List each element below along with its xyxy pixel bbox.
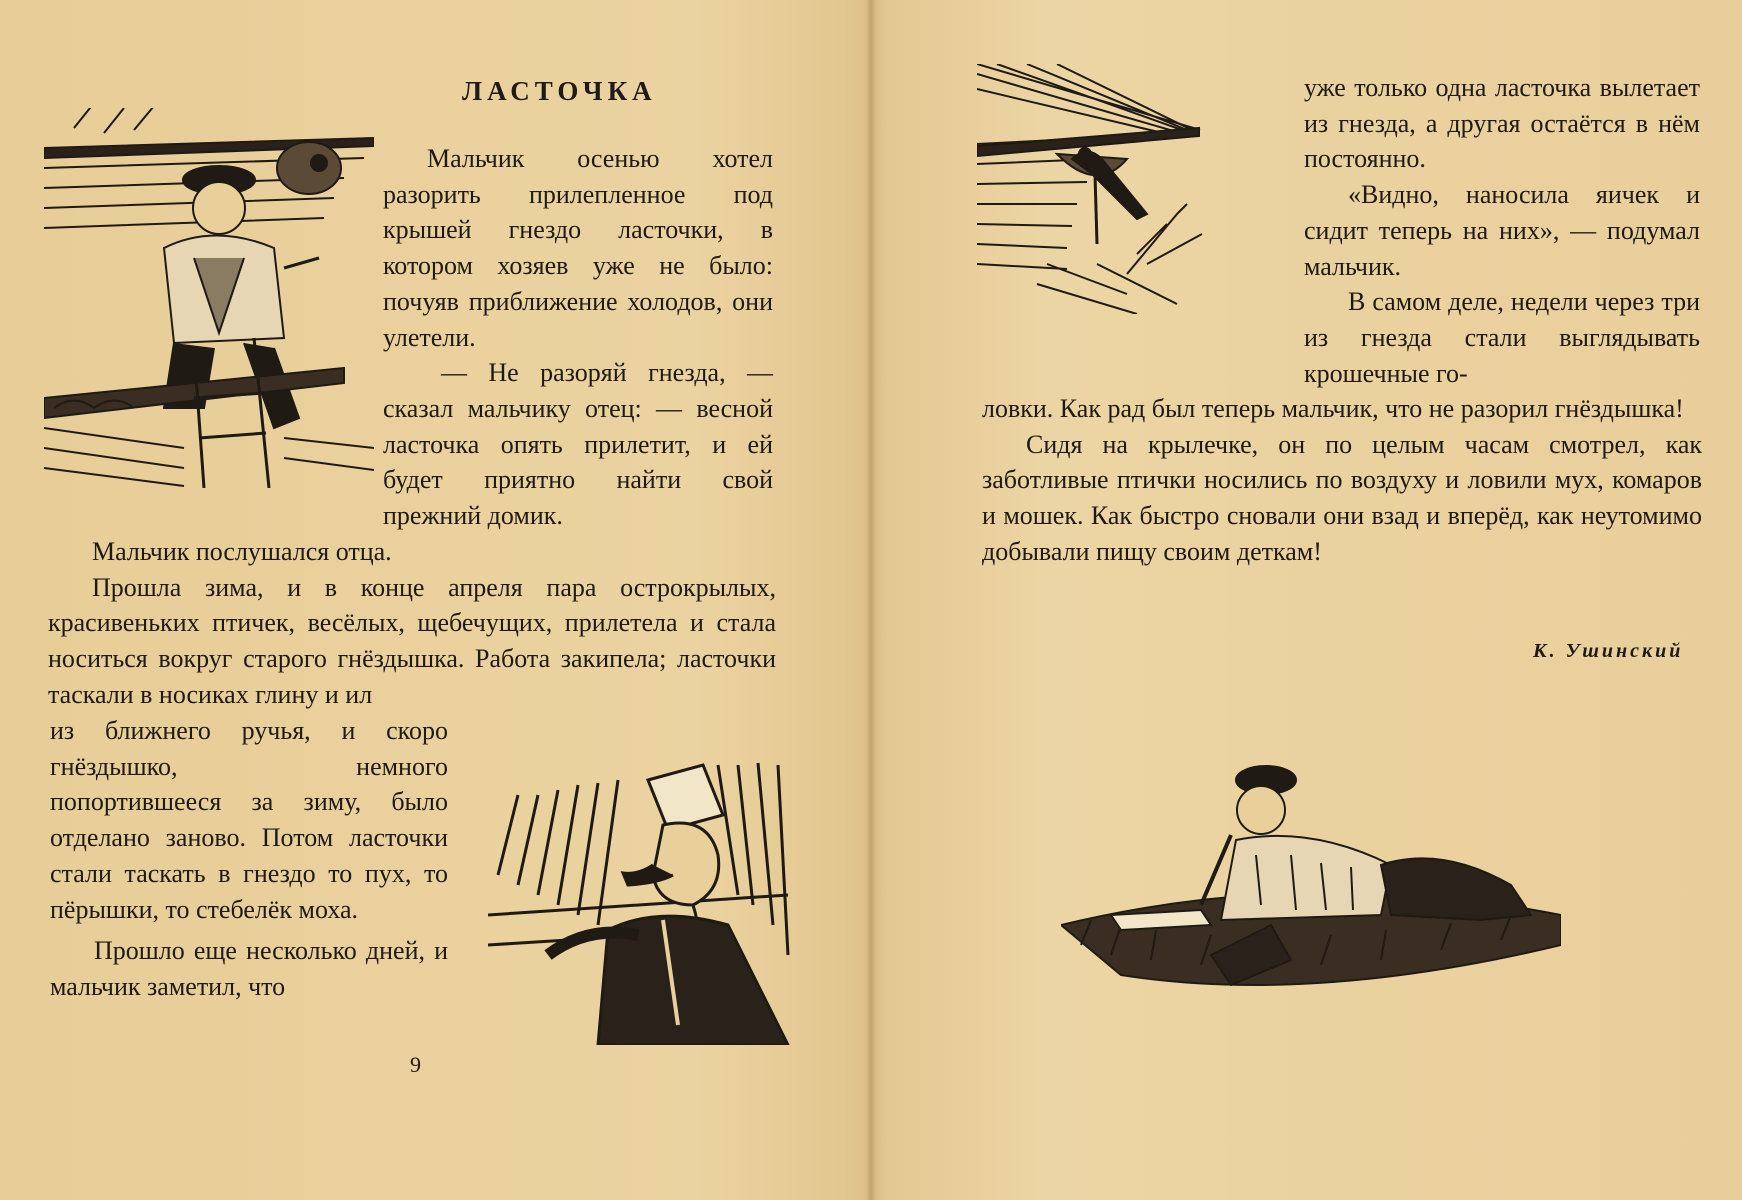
- paragraph: — Не разоряй гнезда, — сказал мальчику отец: — весной ласточка опять прилетит, и ей будет приятно найти свой прежний домик.: [383, 358, 773, 531]
- paragraph: из ближнего ручья, и скоро гнёздышко, немного попортившееся за зиму, было отделано заново. Потом ласточки стали таскать в гнездо то пух, то пёрышки, то стебелёк моха.: [50, 716, 448, 924]
- left-text-block-1: [383, 141, 773, 534]
- paragraph: ловки. Как рад был теперь мальчик, что не разорил гнёздышка!: [982, 394, 1684, 423]
- right-text-block-1: [1304, 70, 1700, 391]
- paragraph: Прошла зима, и в конце апреля пара острокрылых, красивеньких птичек, весёлых, щебечущих, прилетела и стала носиться вокруг старого гнёздышка. Работа закипела; ласточки таскали в носиках глину и ил: [48, 572, 776, 709]
- paragraph: Мальчик послушался отца.: [92, 537, 392, 566]
- father-portrait-illustration: [488, 755, 798, 1045]
- story-title: ЛАСТОЧКА: [462, 76, 657, 106]
- right-page: [871, 0, 1742, 1200]
- author-name: К. Ушинский: [1533, 640, 1684, 662]
- right-text-block-2: [982, 391, 1702, 570]
- boy-sitting-on-roof-illustration: [44, 108, 374, 488]
- paragraph: Мальчик осенью хотел разорить прилепленное под крышей гнездо ласточки, в котором хозяев уже не было: почуяв приближение холодов, они улетели.: [383, 144, 773, 352]
- page-number: 9: [410, 1052, 421, 1077]
- paragraph: Прошло еще несколько дней, и мальчик заметил, что: [50, 936, 448, 1001]
- paragraph: уже только одна ласточка вылетает из гнезда, а другая остаётся в нём постоянно.: [1304, 73, 1700, 174]
- swallow-at-nest-illustration: [977, 64, 1217, 314]
- left-text-block-3: [50, 713, 448, 1005]
- left-text-block-2: [48, 534, 776, 713]
- boy-lying-on-grass-illustration: [1061, 745, 1561, 1015]
- paragraph: Сидя на крылечке, он по целым часам смотрел, как заботливые птички носились по воздуху и ловили мух, комаров и мошек. Как быстро сновали они взад и вперёд, как неутомимо добывали пищу своим деткам!: [982, 429, 1702, 566]
- paragraph: В самом деле, недели через три из гнезда стали выглядывать крошечные го-: [1304, 287, 1700, 388]
- paragraph: «Видно, наносила яичек и сидит теперь на них», — подумал мальчик.: [1304, 180, 1700, 281]
